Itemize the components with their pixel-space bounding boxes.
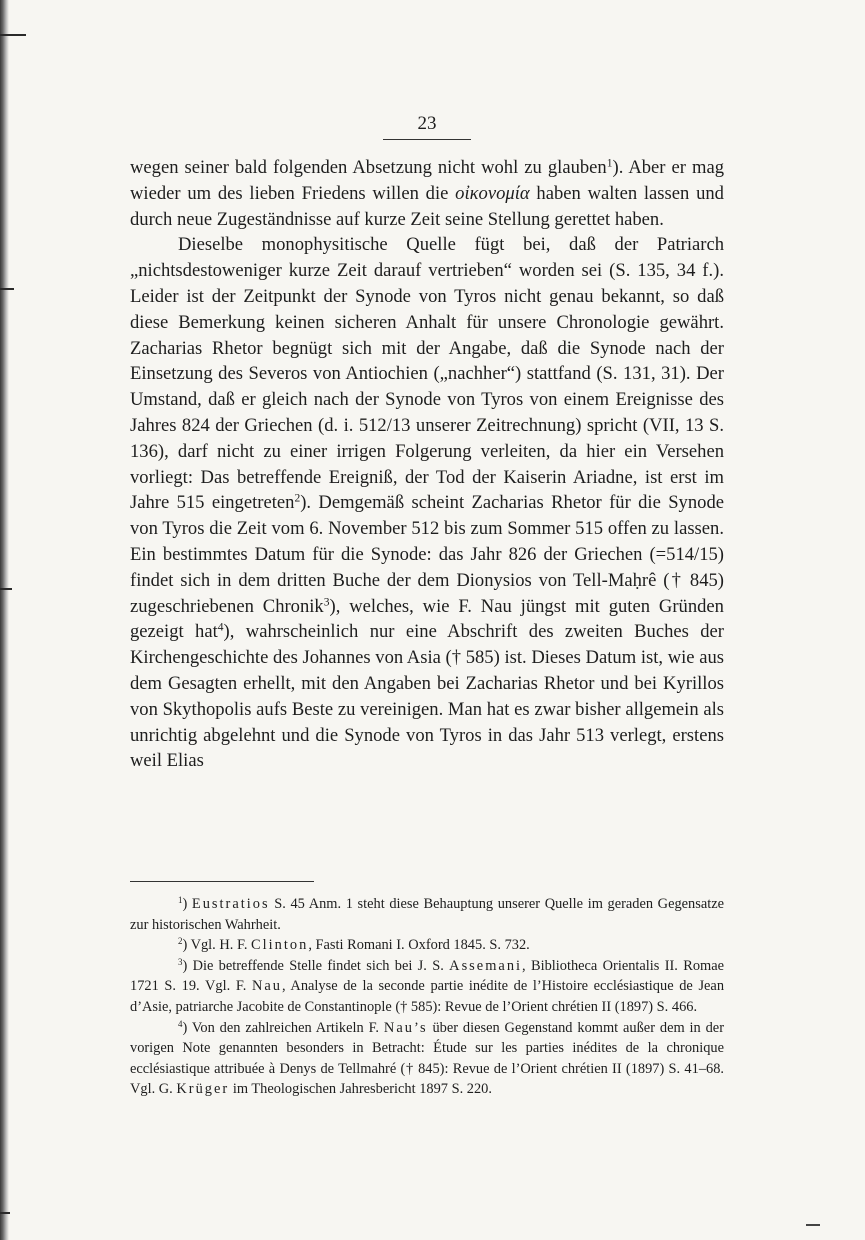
footnote-author: Krüger: [176, 1081, 230, 1098]
footnote-number: 3: [178, 956, 183, 967]
footnote-text: im Theologischen Jahresbericht 1897 S. 220.: [229, 1081, 492, 1098]
footnote-text: , Fasti Romani I. Oxford 1845. S. 732.: [308, 937, 530, 954]
footnote-number: 4: [178, 1018, 183, 1029]
footnote-text: Die betreffende Stelle findet sich bei J. S.: [192, 957, 450, 974]
footnote-text: Von den zahlreichen Artikeln F.: [191, 1019, 384, 1036]
footnote-ref-2: 2: [294, 493, 301, 506]
footnote-3: $^3$) Die betreffende Stelle findet sich bei J. S. Assemani, Bibliotheca Orientalis II. Romae 1721 S. 19. Vgl. F. Nau, Analyse de la seconde partie inédite de l’Histoire ecclésiastique de Jean d’Asie, patriarche Jacobite de Constantinople († 585): Revue de l’Orient chrétien II (1897) S. 466.: [130, 956, 725, 1015]
footnote-text: , Analyse de la seconde partie inédite de l’Histoire ecclésiastique de Jean d’Asie, patriarche Jacobite de Constantinople († 585): Revue de l’Orient chrétien II (1897) S. 466.: [130, 978, 725, 1015]
paragraph-2: [130, 232, 724, 774]
paragraph-1-text: ). Aber er mag wieder um des lieben Friedens willen die: [130, 157, 725, 204]
main-text: [130, 155, 724, 774]
paragraph-1-text: wegen seiner bald folgenden Absetzung nicht wohl zu glauben: [130, 157, 607, 178]
footnotes: [130, 894, 724, 1100]
paragraph-2-text: ). Demgemäß scheint Zacharias Rhetor für die Synode von Tyros die Zeit vom 6. November 512 bis zum Sommer 515 offen zu lassen. Ein bestimmtes Datum für die Synode: das Jahr 826 der Griechen (=514/15) findet sich in dem dritten Buche der dem Dionysios von Tell-Maḥrê († 845) zugeschriebenen Chronik: [130, 492, 724, 617]
paragraph-1-text: haben walten lassen und durch neue Zugeständnisse auf kurze Zeit seine Stellung gerettet haben.: [130, 182, 724, 230]
footnote-text: Vgl. H. F.: [190, 937, 252, 954]
greek-word: οἰκονομία: [455, 182, 530, 204]
footnote-author: Assemani: [449, 957, 523, 974]
footnote-text: über diesen Gegenstand kommt außer dem in der vorigen Note genannten besonders in Betracht: Étude sur les parties inédites de la chronique ecclésiastique attribuée à Denys de Tellmahré († 845): Revue de l’Orient chrétien II (1897) S. 41–68. Vgl. G.: [130, 1019, 724, 1098]
footnote-ref-4: 4: [217, 622, 224, 635]
footnote-author: Nau’s: [383, 1019, 428, 1036]
scan-corner-mark: [806, 1224, 820, 1226]
paragraph-2-text: ), wahrscheinlich nur eine Abschrift des zweiten Buches der Kirchengeschichte des Johannes von Asia († 585) ist. Dieses Datum ist, wie aus dem Gesagten erhellt, mit den Angaben bei Zacharias Rhetor und bei Kyrillos von Skythopolis aufs Beste zu vereinigen. Man hat es zwar bisher allgemein als unrichtig abgelehnt und die Synode von Tyros in das Jahr 513 verlegt, erstens weil Elias: [130, 621, 724, 772]
footnote-2: $^2$) Vgl. H. F. Clinton, Fasti Romani I. Oxford 1845. S. 732.: [178, 936, 530, 954]
scan-edge-mark: [0, 288, 14, 290]
footnote-author: Nau: [251, 978, 282, 995]
footnote-text: , Bibliotheca Orientalis II. Romae 1721 S. 19. Vgl. F.: [130, 957, 724, 995]
footnote-text: S. 45 Anm. 1 steht diese Behauptung unserer Quelle im geraden Gegensatze zur historischen Wahrheit.: [130, 896, 725, 933]
footnote-ref-1: 1: [606, 157, 613, 170]
paragraph-1: [130, 155, 724, 232]
footnote-number: 1: [178, 895, 183, 906]
scan-edge-mark: [0, 588, 12, 590]
footnote-4: $^4$) Von den zahlreichen Artikeln F. Nau’s über diesen Gegenstand kommt außer dem in der vorigen Note genannten besonders in Betracht: Étude sur les parties inédites de la chronique ecclésiastique attribuée à Denys de Tellmahré († 845): Revue de l’Orient chrétien II (1897) S. 41–68. Vgl. G. Krüger im Theologischen Jahresbericht 1897 S. 220.: [130, 1018, 724, 1098]
footnote-number: 2: [178, 936, 183, 947]
scan-edge-mark: [0, 1212, 10, 1214]
footnote-rule: [130, 881, 314, 882]
footnote-1: $^1$) Eustratios S. 45 Anm. 1 steht diese Behauptung unserer Quelle im geraden Gegensatze zur historischen Wahrheit.: [130, 895, 725, 933]
paragraph-2-text: Dieselbe monophysitische Quelle fügt bei, daß der Patriarch „nichtsdestoweniger kurze Zeit darauf vertrieben“ worden sei (S. 135, 34 f.). Leider ist der Zeitpunkt der Synode von Tyros nicht genau bekannt, so daß diese Bemerkung keinen sicheren Anhalt für unsere Chronologie gewährt. Zacharias Rhetor begnügt sich mit der Angabe, daß die Synode nach der Einsetzung des Severos von Antiochien („nachher“) stattfand (S. 131, 31). Der Umstand, daß er gleich nach der Synode von Tyros von einem Ereignisse des Jahres 824 der Griechen (d. i. 512/13 unserer Zeitrechnung) spricht (VII, 13 S. 136), darf nicht zu einer irrigen Folgerung verleiten, da hier ein Versehen vorliegt: Das betreffende Ereigniß, der Tod der Kaiserin Ariadne, ist erst im Jahre 515 eingetreten: [130, 234, 724, 514]
footnote-author: Clinton: [251, 937, 309, 954]
footnote-ref-3: 3: [323, 596, 330, 609]
scan-binding-edge: [0, 0, 9, 1240]
scan-edge-mark: [0, 34, 26, 36]
page-number-rule: [383, 139, 471, 140]
paragraph-2-text: ), welches, wie F. Nau jüngst mit guten Gründen gezeigt hat: [130, 595, 724, 643]
page-number: 23: [417, 113, 437, 134]
footnote-author: Eustratios: [191, 896, 270, 912]
